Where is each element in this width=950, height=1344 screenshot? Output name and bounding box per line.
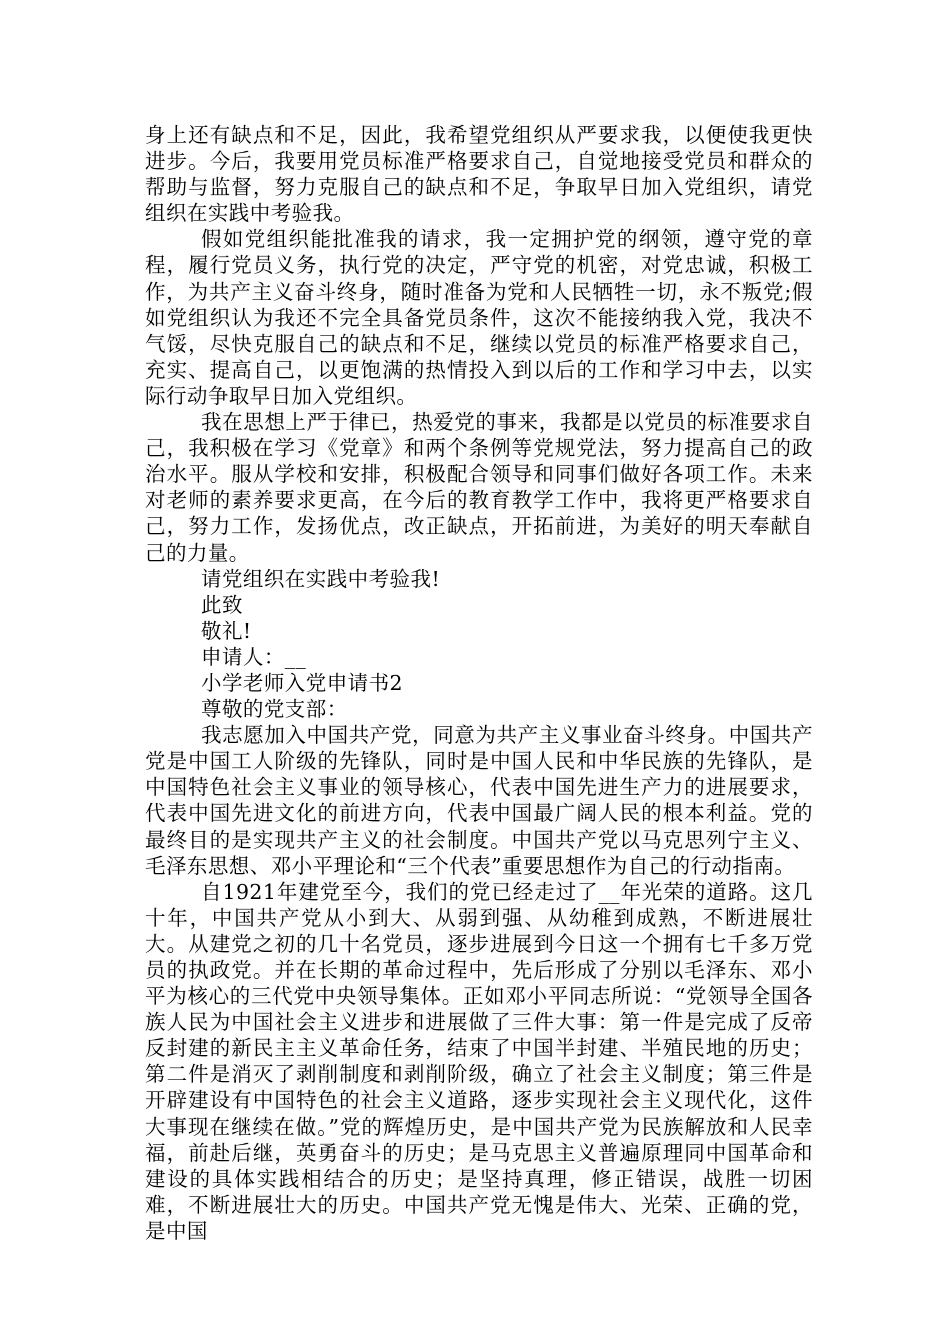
paragraph-history: 自1921年建党至今，我们的党已经走过了__年光荣的道路。这几十年，中国共产党从小到大、从弱到强、从幼稚到成熟，不断进展壮大。从建党之初的几十名党员，逐步进展到今日这一个拥有七千多万党员的执政党。并在长期的革命过程中，先后形成了分别以毛泽东、邓小平为核心的三代党中央领导集体。正如邓小平同志所说：“党领导全国各族人民为中国社会主义进步和进展做了三件大事：第一件是完成了反帝反封建的新民主主义革命任务，结束了中国半封建、半殖民地的历史；第二件是消灭了剥削制度和剥削阶级，确立了社会主义制度；第三件是开辟建设有中国特色的社会主义道路，逐步实现社会主义现代化，这件大事现在继续在做。”党的辉煌历史，是中国共产党为民族解放和人民幸福，前赴后继，英勇奋斗的历史；是马克思主义普遍原理同中国革命和建设的具体实践相结合的历史；是坚持真理，修正错误，战胜一切困难，不断进展壮大的历史。中国共产党无愧是伟大、光荣、正确的党，是中国 bbox=[145, 879, 813, 1243]
paragraph-pledge: 假如党组织能批准我的请求，我一定拥护党的纲领，遵守党的章程，履行党员义务，执行党的决定，严守党的机密，对党忠诚，积极工作，为共产主义奋斗终身，随时准备为党和人民牺牲一切，永不叛党;假如党组织认为我还不完全具备党员条件，这次不能接纳我入党，我决不气馁，尽快克服自己的缺点和不足，继续以党员的标准严格要求自己，充实、提高自己，以更饱满的热情投入到以后的工作和学习中去，以实际行动争取早日加入党组织。 bbox=[145, 227, 813, 408]
salutation-jingli: 敬礼! bbox=[201, 618, 252, 643]
document-page bbox=[145, 122, 813, 1244]
greeting: 尊敬的党支部： bbox=[201, 697, 348, 722]
paragraph-application: 我志愿加入中国共产党，同意为共产主义事业奋斗终身。中国共产党是中国工人阶级的先锋队，同时是中国人民和中华民族的先锋队，是中国特色社会主义事业的领导核心，代表中国先进生产力的进展要求，代表中国先进文化的前进方向，代表中国最广阔人民的根本利益。党的最终目的是实现共产主义的社会制度。中国共产党以马克思列宁主义、毛泽东思想、邓小平理论和“三个代表”重要思想作为自己的行动指南。 bbox=[145, 723, 813, 878]
paragraph-continuation: 身上还有缺点和不足，因此，我希望党组织从严要求我，以便使我更快进步。今后，我要用党员标准严格要求自己，自觉地接受党员和群众的帮助与监督，努力克服自己的缺点和不足，争取早日加入党组织，请党组织在实践中考验我。 bbox=[145, 123, 813, 226]
paragraph-self-discipline: 我在思想上严于律已，热爱党的事来，我都是以党员的标准要求自己，我积极在学习《党章》和两个条例等党规党法，努力提高自己的政治水平。服从学校和安排，积极配合领导和同事们做好各项工作。未来对老师的素养要求更高，在今后的教育教学工作中，我将更严格要求自己，努力工作，发扬优点，改正缺点，开拓前进，为美好的明天奉献自己的力量。 bbox=[145, 410, 813, 565]
section-title: 小学老师入党申请书2 bbox=[201, 670, 404, 695]
applicant-line: 申请人：__ bbox=[201, 644, 307, 669]
salutation-cizhi: 此致 bbox=[201, 592, 243, 617]
closing-request: 请党组织在实践中考验我! bbox=[201, 566, 441, 591]
